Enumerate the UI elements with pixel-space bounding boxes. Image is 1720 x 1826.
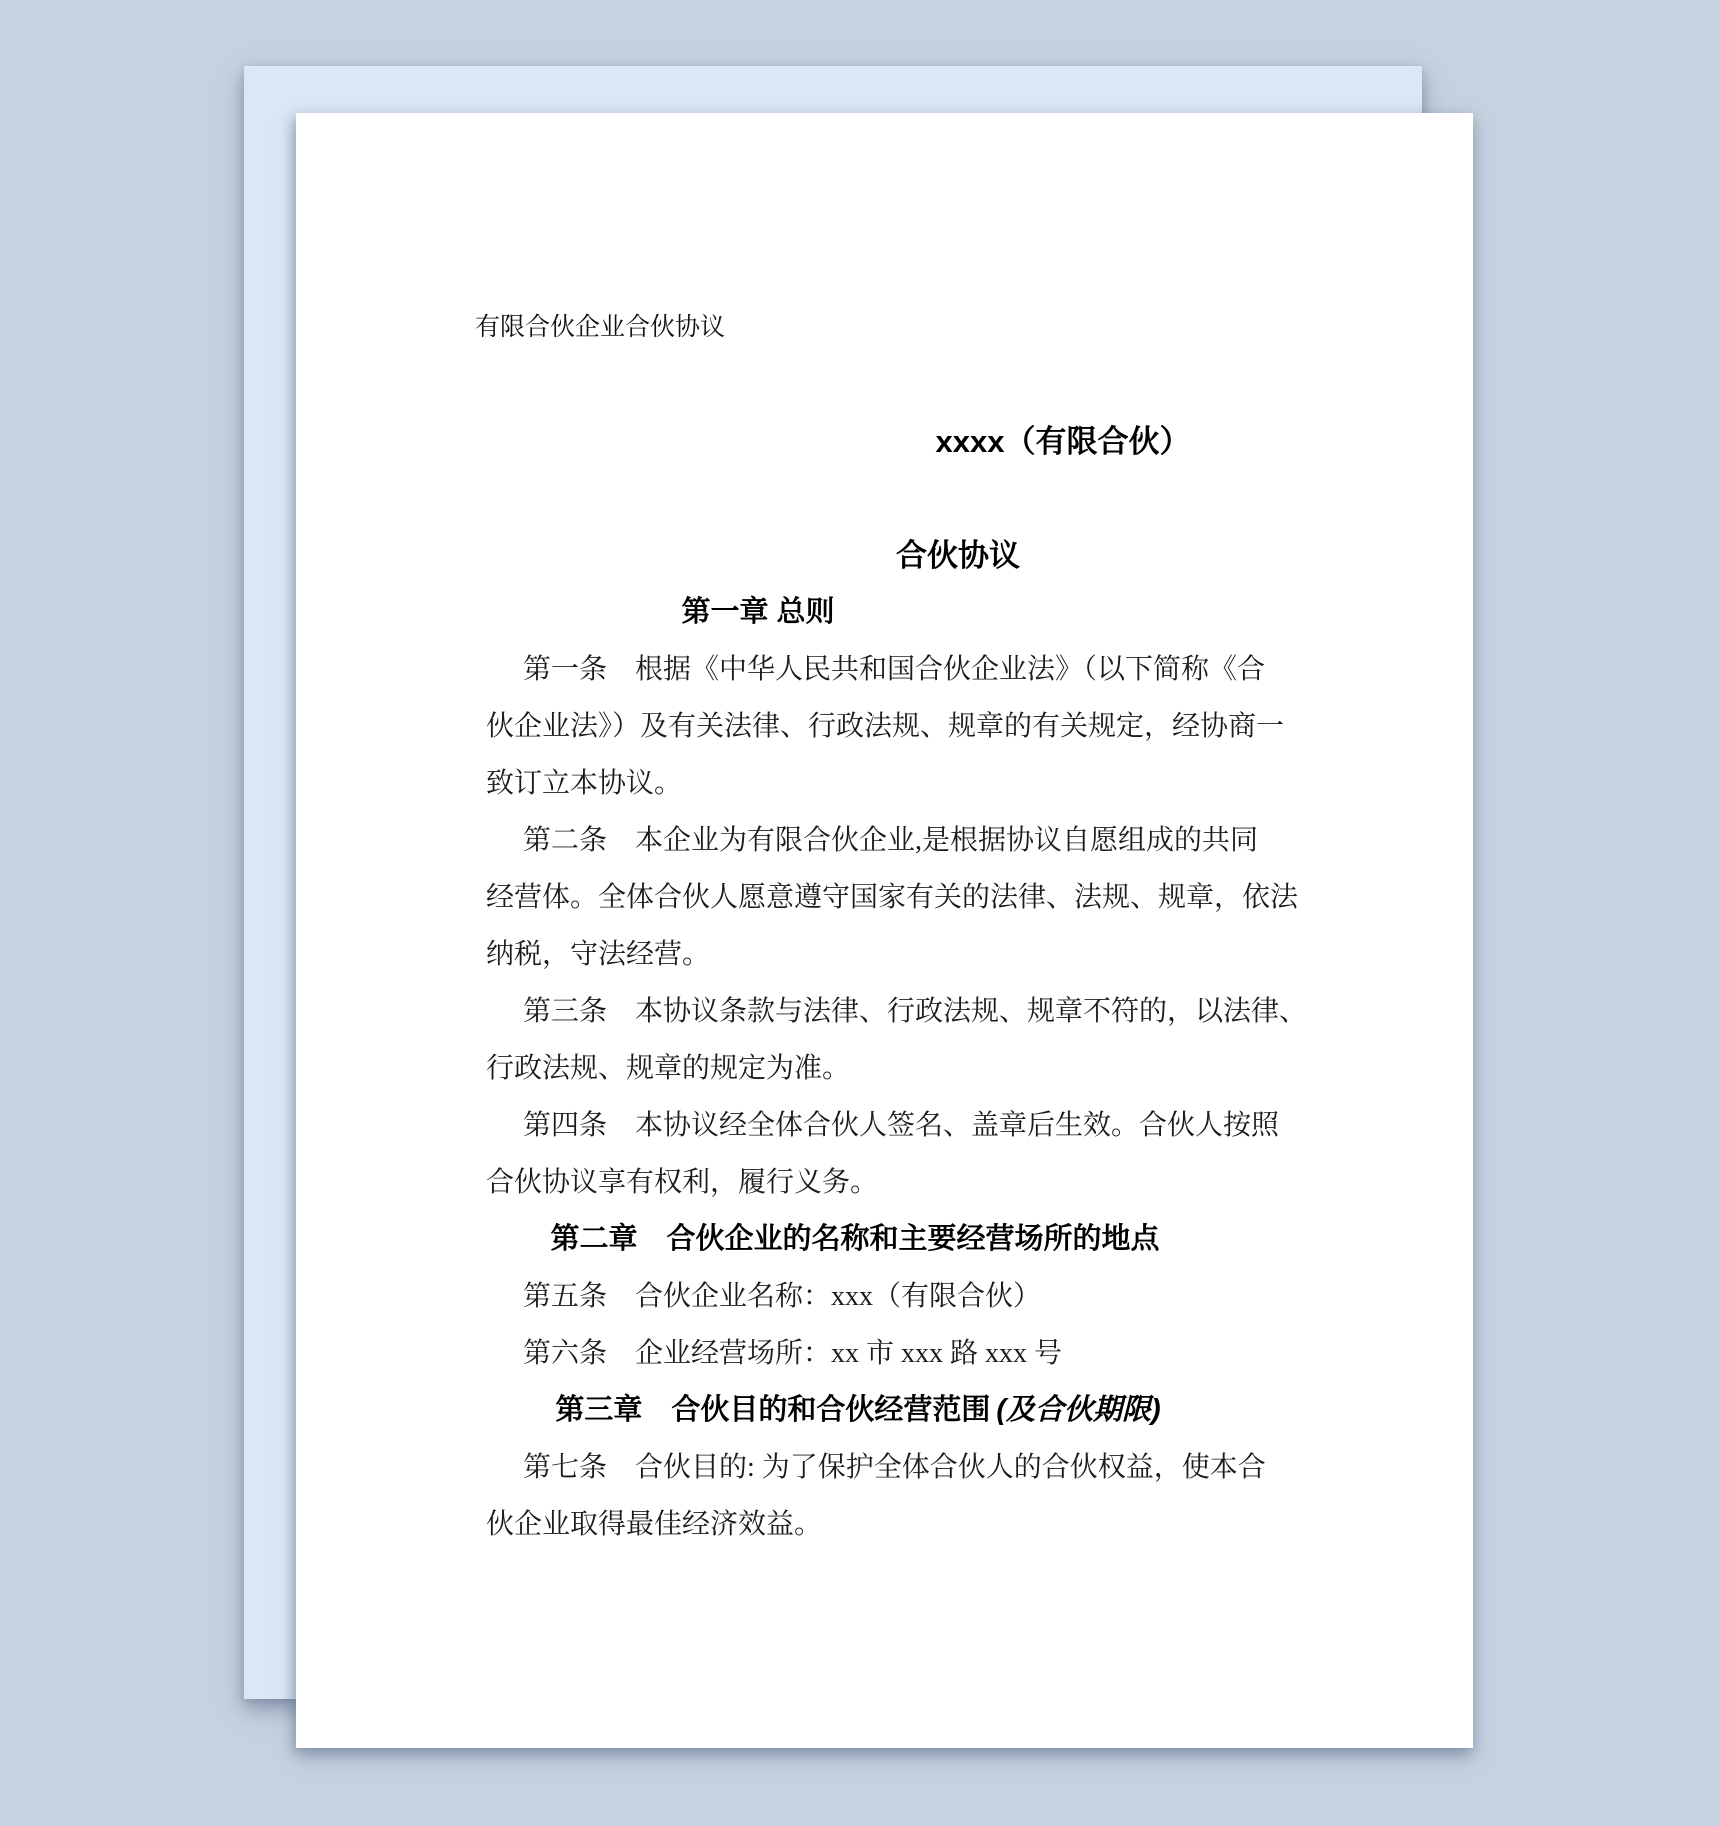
- article-line: 经营体。全体合伙人愿意遵守国家有关的法律、法规、规章，依法: [486, 882, 1299, 913]
- article-line: 第七条 合伙目的: 为了保护全体合伙人的合伙权益，使本合: [523, 1452, 1266, 1483]
- article-line: 第六条 企业经营场所：xx 市 xxx 路 xxx 号: [523, 1338, 1063, 1369]
- article-4: [486, 1097, 1302, 1211]
- article-line: 行政法规、规章的规定为准。: [486, 1053, 851, 1084]
- article-line: 第五条 合伙企业名称：xxx（有限合伙）: [523, 1281, 1042, 1312]
- article-2: [486, 812, 1302, 983]
- chapter-3-heading-main: 第三章 合伙目的和合伙经营范围: [555, 1394, 991, 1426]
- article-line: 伙企业法》）及有关法律、行政法规、规章的有关规定，经协商一: [486, 711, 1285, 742]
- article-line: 第二条 本企业为有限合伙企业,是根据协议自愿组成的共同: [523, 825, 1259, 856]
- chapter-3-heading: [450, 1382, 1266, 1439]
- article-line: 伙企业取得最佳经济效益。: [486, 1509, 823, 1540]
- document-page: [296, 113, 1473, 1748]
- chapter-3-heading-italic: (及合伙期限): [996, 1394, 1161, 1426]
- company-name-title: xxxx（有限合伙）: [935, 424, 1191, 459]
- chapter-1-heading: 第一章 总则: [681, 596, 835, 628]
- article-line: 合伙协议享有权利，履行义务。: [486, 1167, 879, 1198]
- article-line: 第四条 本协议经全体合伙人签名、盖章后生效。合伙人按照: [523, 1110, 1280, 1141]
- document-title: 合伙协议: [896, 538, 1020, 573]
- article-1: [486, 641, 1302, 812]
- article-line: 第三条 本协议条款与法律、行政法规、规章不符的，以法律、: [523, 996, 1308, 1027]
- article-7: [486, 1439, 1302, 1553]
- chapter-2-heading: 第二章 合伙企业的名称和主要经营场所的地点: [550, 1223, 1160, 1255]
- article-line: 致订立本协议。: [486, 768, 683, 799]
- article-6: [486, 1325, 1302, 1382]
- article-line: 纳税，守法经营。: [486, 939, 711, 970]
- article-5: [486, 1268, 1302, 1325]
- document-running-title: 有限合伙企业合伙协议: [475, 314, 726, 341]
- article-3: [486, 983, 1308, 1097]
- article-line: 第一条 根据《中华人民共和国合伙企业法》（以下简称《合: [523, 654, 1266, 685]
